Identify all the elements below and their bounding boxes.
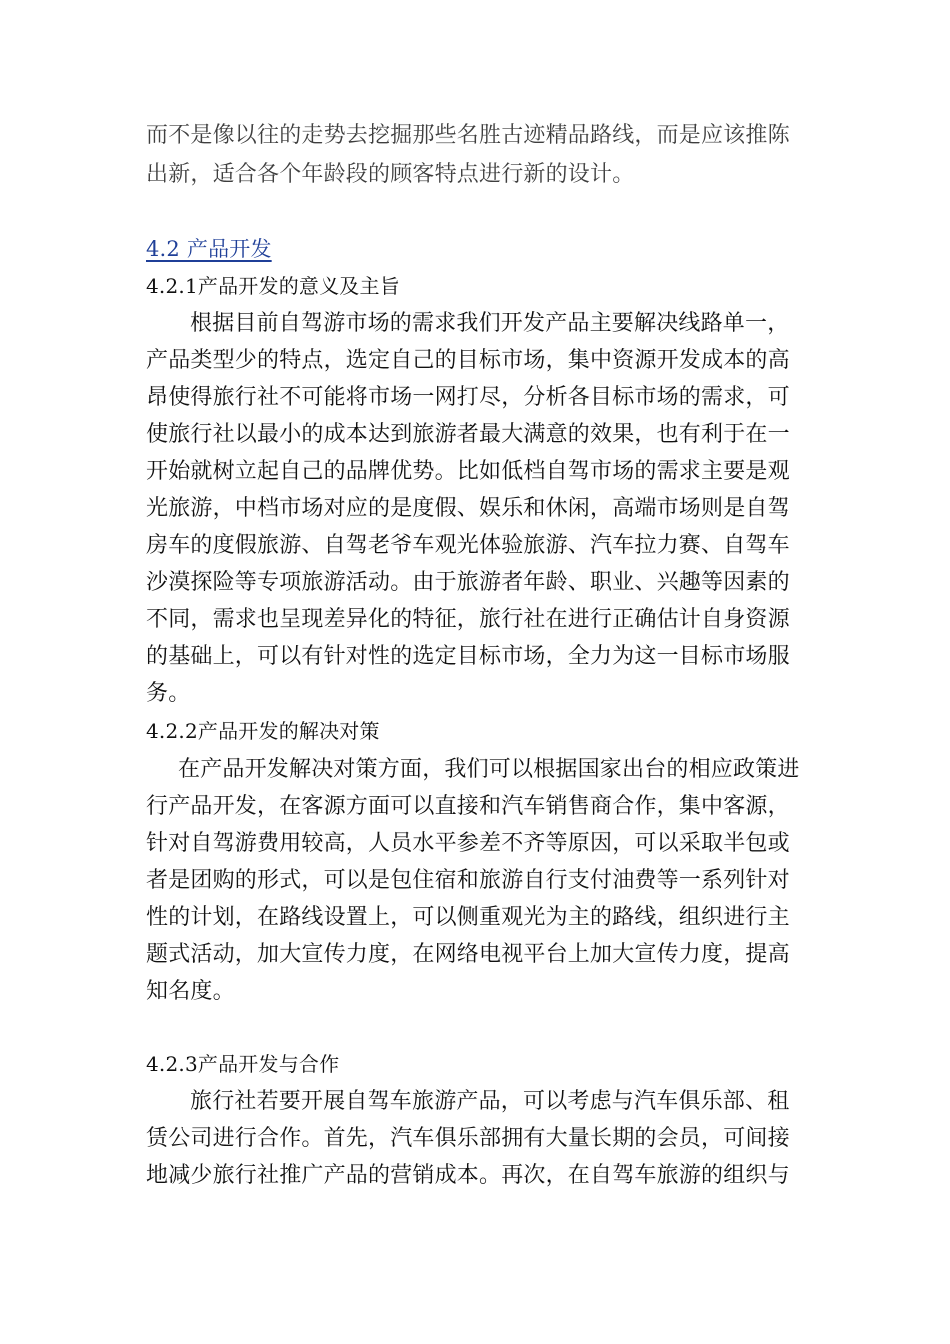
section-heading-link[interactable]: 4.2 产品开发 bbox=[146, 237, 272, 261]
paragraph-line: 昂使得旅行社不可能将市场一网打尽，分析各目标市场的需求，可 bbox=[146, 385, 790, 410]
paragraph-line: 地减少旅行社推广产品的营销成本。再次，在自驾车旅游的组织与 bbox=[146, 1163, 790, 1188]
paragraph-line: 题式活动，加大宣传力度，在网络电视平台上加大宣传力度，提高 bbox=[146, 942, 790, 967]
paragraph-line: 务。 bbox=[146, 681, 191, 706]
paragraph-line: 性的计划，在路线设置上，可以侧重观光为主的路线，组织进行主 bbox=[146, 905, 790, 930]
paragraph-line: 出新，适合各个年龄段的顾客特点进行新的设计。 bbox=[146, 162, 635, 187]
paragraph-line: 光旅游，中档市场对应的是度假、娱乐和休闲，高端市场则是自驾 bbox=[146, 496, 790, 521]
paragraph-line: 在产品开发解决对策方面，我们可以根据国家出台的相应政策进 bbox=[178, 757, 800, 782]
subsection-title: 4.2.3产品开发与合作 bbox=[146, 1052, 340, 1076]
paragraph-line: 者是团购的形式，可以是包住宿和旅游自行支付油费等一系列针对 bbox=[146, 868, 790, 893]
section-heading bbox=[146, 231, 808, 268]
paragraph-line: 针对自驾游费用较高，人员水平参差不齐等原因，可以采取半包或 bbox=[146, 831, 790, 856]
paragraph-line: 房车的度假旅游、自驾老爷车观光体验旅游、汽车拉力赛、自驾车 bbox=[146, 533, 790, 558]
paragraph-line: 行产品开发，在客源方面可以直接和汽车销售商合作，集中客源， bbox=[146, 794, 790, 819]
paragraph-line: 产品类型少的特点，选定自己的目标市场，集中资源开发成本的高 bbox=[146, 348, 790, 373]
subsection-title: 4.2.1产品开发的意义及主旨 bbox=[146, 274, 400, 298]
paragraph-line: 旅行社若要开展自驾车旅游产品，可以考虑与汽车俱乐部、租 bbox=[190, 1089, 790, 1114]
paragraph-line: 赁公司进行合作。首先，汽车俱乐部拥有大量长期的会员，可间接 bbox=[146, 1126, 790, 1151]
paragraph-line: 不同，需求也呈现差异化的特征，旅行社在进行正确估计自身资源 bbox=[146, 607, 790, 632]
paragraph-line: 的基础上，可以有针对性的选定目标市场，全力为这一目标市场服 bbox=[146, 644, 790, 669]
paragraph-line: 根据目前自驾游市场的需求我们开发产品主要解决线路单一， bbox=[190, 311, 790, 336]
paragraph-line: 使旅行社以最小的成本达到旅游者最大满意的效果，也有利于在一 bbox=[146, 422, 790, 447]
paragraph-line: 沙漠探险等专项旅游活动。由于旅游者年龄、职业、兴趣等因素的 bbox=[146, 570, 790, 595]
paragraph-line: 开始就树立起自己的品牌优势。比如低档自驾市场的需求主要是观 bbox=[146, 459, 790, 484]
paragraph-line: 而不是像以往的走势去挖掘那些名胜古迹精品路线，而是应该推陈 bbox=[146, 123, 790, 148]
subsection-title: 4.2.2产品开发的解决对策 bbox=[146, 719, 380, 743]
paragraph-line: 知名度。 bbox=[146, 979, 235, 1004]
